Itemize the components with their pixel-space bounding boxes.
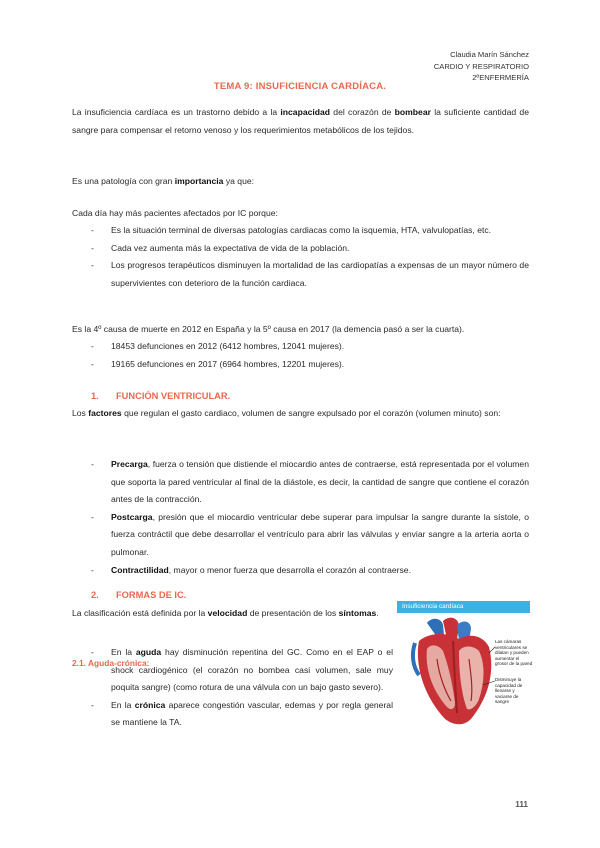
death-cause-paragraph: Es la 4º causa de muerte en 2012 en España y la 5º causa en 2017 (la demencia pasó a ser la cuarta). [72,324,465,334]
heart-illustration [397,601,530,734]
forms-list [91,644,393,732]
figure-label-capacity: Disminuye la capacidad de llenarse y vaciarse de sangre [495,677,523,705]
list-item: - Es la situación terminal de diversas patologías cardiacas como la isquemia, HTA, valvulopatías, etc. [91,225,492,235]
list-item: - 18453 defunciones en 2012 (6412 hombres, 12041 mujeres). [91,341,345,351]
section2-intro: La clasificación está definida por la velocidad de presentación de los síntomas. [72,608,379,618]
section-heading-2: 2. FORMAS DE IC. [91,590,187,600]
list-item: - En la crónica aparece congestión vascular, edemas y por regla general se mantiene la TA. [91,699,393,728]
course-name: CARDIO Y RESPIRATORIO [433,61,529,71]
intro-paragraph: La insuficiencia cardíaca es un trastorno debido a la incapacidad del corazón de bombear la suficiente cantidad de sangre para compensar el retorno venoso y los requerimientos metabólicos de los tejidos. [72,107,529,135]
document-title: TEMA 9: INSUFICIENCIA CARDÍACA. [213,81,387,92]
causes-intro: Cada día hay más pacientes afectados por IC porque: [72,208,278,218]
factors-list [91,456,529,579]
list-item: - Precarga, fuerza o tensión que distiende el miocardio antes de contraerse, está representada por el volumen que soporta la pared ventricular al final de la diástole, es decir, la cantidad de sangre que contiene el corazón antes de la contracción. [91,459,529,505]
list-item: - Cada vez aumenta más la expectativa de vida de la población. [91,242,350,253]
list-item: - 19165 defunciones en 2017 (6964 hombres, 12201 mujeres). [91,358,345,369]
importance-paragraph: Es una patología con gran importancia ya que: [72,176,255,186]
deaths-list [91,338,529,373]
page-header [434,49,529,84]
list-item: - Contractilidad, mayor o menor fuerza que desarrolla el corazón al contraerse. [91,564,411,575]
section1-intro: Los factores que regulan el gasto cardiaco, volumen de sangre expulsado por el corazón (volumen minuto) son: [72,408,501,418]
section-heading-1: 1. FUNCIÓN VENTRICULAR. [91,391,231,401]
subsection-heading: 2.1. Aguda-crónica: [72,658,150,668]
list-item: - Postcarga, presión que el miocardio ventricular debe superar para impulsar la sangre durante la sístole, o fuerza contráctil que debe desarrollar el ventrículo para abrir las válvulas y enviar sangre a la arteria aorta o pulmonar. [91,511,529,557]
author-name: Claudia Marín Sánchez [450,50,529,59]
figure-title: Insuficiencia cardíaca [402,602,464,610]
figure-label-dilation: Las cámaras ventriculares se dilatan y pueden aumentar el grosor de la pared [495,639,533,667]
list-item: - En la aguda hay disminución repentina del GC. Como en el EAP o el shock cardiogénico (el corazón no bombea casi volumen, sale muy poquita sangre) (como rotura de una válvula con un bajo gasto severo). [91,647,393,693]
course-year: 2ºENFERMERÍA [472,73,529,82]
list-item: - Los progresos terapéuticos disminuyen la mortalidad de las cardiopatías a expensas de un mayor número de supervivientes con deterioro de la función cardiaca. [91,260,529,288]
heart-figure [397,601,533,734]
causes-list [91,222,529,292]
page-number: 111 [515,800,528,809]
